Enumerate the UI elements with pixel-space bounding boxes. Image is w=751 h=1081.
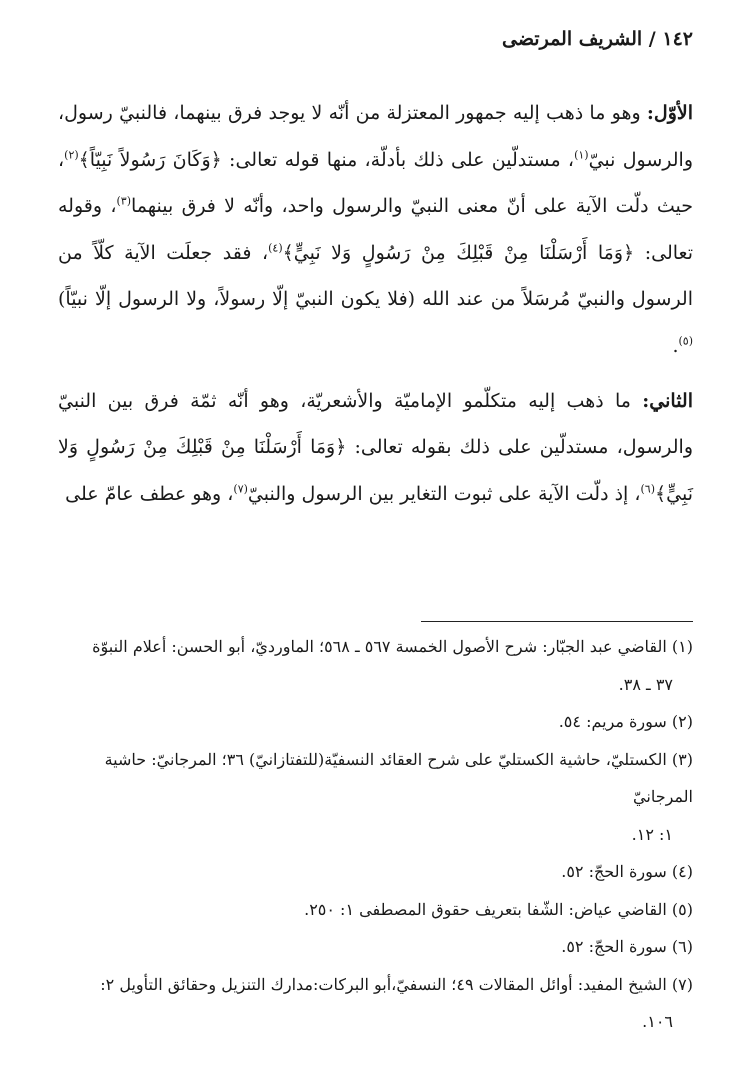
text-segment: ، مستدلّين على ذلك بأدلّة، منها قوله تعالى: ﴿وَكَانَ رَسُولاً نَبِيّاً﴾ <box>78 148 575 171</box>
footnote-4 <box>58 853 693 891</box>
main-text <box>58 90 693 517</box>
footnote-text: (١) القاضي عبد الجبّار: شرح الأصول الخمسة ٥٦٧ ـ ٥٦٨؛ الماورديّ، أبو الحسن: أعلام النبوّة <box>92 637 693 656</box>
footnote-3 <box>58 741 693 816</box>
text-segment: وهو ما ذهب إليه جمهور المعتزلة من أنّه لا يوجد فرق بينهما، فالنبيّ رسول، والرسول نبيّ <box>58 102 693 171</box>
text-segment: ما ذهب إليه متكلّمو الإماميّة والأشعريّة، وهو أنّه ثمّة فرق بين النبيّ والرسول، مستدلّين على ذلك بقوله تعالى: ﴿وَمَا أَرْسَلْنَا مِنْ قَبْلِكَ مِنْ رَسُولٍ وَلا نَبِيٍّ﴾ <box>58 389 693 505</box>
footnote-ref[interactable]: (٦) <box>640 482 655 496</box>
text-segment: ، حيث دلّت الآية على أنّ معنى النبيّ والرسول واحد، وأنّه لا فرق بينهما <box>58 148 694 218</box>
footnote-ref[interactable]: (٤) <box>268 241 283 255</box>
footnote-separator <box>421 621 693 622</box>
footnote-text: (٢) سورة مريم: ٥٤. <box>558 712 693 731</box>
footnote-text: ١: ١٢. <box>631 824 673 844</box>
paragraph-first-view <box>58 90 693 370</box>
footnote-ref[interactable]: (٢) <box>64 148 79 162</box>
footnote-text: (٣) الكستليّ، حاشية الكستليّ على شرح العقائد النسفيّة(للتفتازانيّ) ٣٦؛ المرجانيّ: حاشية المرجانيّ <box>104 749 693 806</box>
text-segment: ، إذ دلّت الآية على ثبوت التغاير بين الرسول والنبيّ <box>247 482 641 505</box>
footnote-text: (٦) سورة الحجّ: ٥٢. <box>561 937 693 956</box>
text-segment: . <box>672 334 679 357</box>
paragraph-second-view <box>58 378 693 518</box>
footnote-text: (٧) الشيخ المفيد: أوائل المقالات ٤٩؛ النسفيّ،أبو البركات:مدارك التنزيل وحقائق التأويل ٢: <box>100 974 693 994</box>
footnote-7-continuation <box>58 1003 693 1041</box>
footnote-ref[interactable]: (٧) <box>233 482 248 496</box>
paragraph-lead: الثاني: <box>642 389 693 412</box>
footnote-5 <box>58 891 693 929</box>
footnote-text: (٤) سورة الحجّ: ٥٢. <box>561 862 693 881</box>
footnote-ref[interactable]: (٥) <box>678 334 693 348</box>
text-segment: ، وقوله تعالى: ﴿وَمَا أَرْسَلْنَا مِنْ قَبْلِكَ مِنْ رَسُولٍ وَلا نَبِيٍّ﴾ <box>58 195 694 264</box>
footnote-1 <box>58 628 693 666</box>
footnote-7 <box>58 966 693 1004</box>
paragraph-lead: الأوّل: <box>646 102 693 124</box>
text-segment: ، وهو عطف عامّ على <box>65 482 234 505</box>
footnote-3-continuation <box>58 816 693 854</box>
page-header <box>58 28 693 58</box>
footnote-1-continuation <box>58 666 693 704</box>
footnote-6 <box>58 928 693 966</box>
footnote-text: ١٠٦. <box>642 1012 673 1031</box>
footnote-2 <box>58 703 693 741</box>
footnote-ref[interactable]: (٣) <box>116 194 131 208</box>
footnotes <box>58 628 693 1041</box>
footnote-ref[interactable]: (١) <box>574 148 589 162</box>
footnote-text: (٥) القاضي عياض: الشّفا بتعريف حقوق المصطفى ١: ٢٥٠. <box>304 899 693 919</box>
page-number-and-title: ١٤٢ / الشريف المرتضى <box>501 28 693 50</box>
footnote-text: ٣٧ ـ ٣٨. <box>618 674 673 694</box>
text-segment: ، فقد جعلَت الآية كلّاً من الرسول والنبيّ مُرسَلاً من عند الله (فلا يكون النبيّ إلّا رسولاً، ولا الرسول إلّا نبيّاً) <box>58 241 693 311</box>
